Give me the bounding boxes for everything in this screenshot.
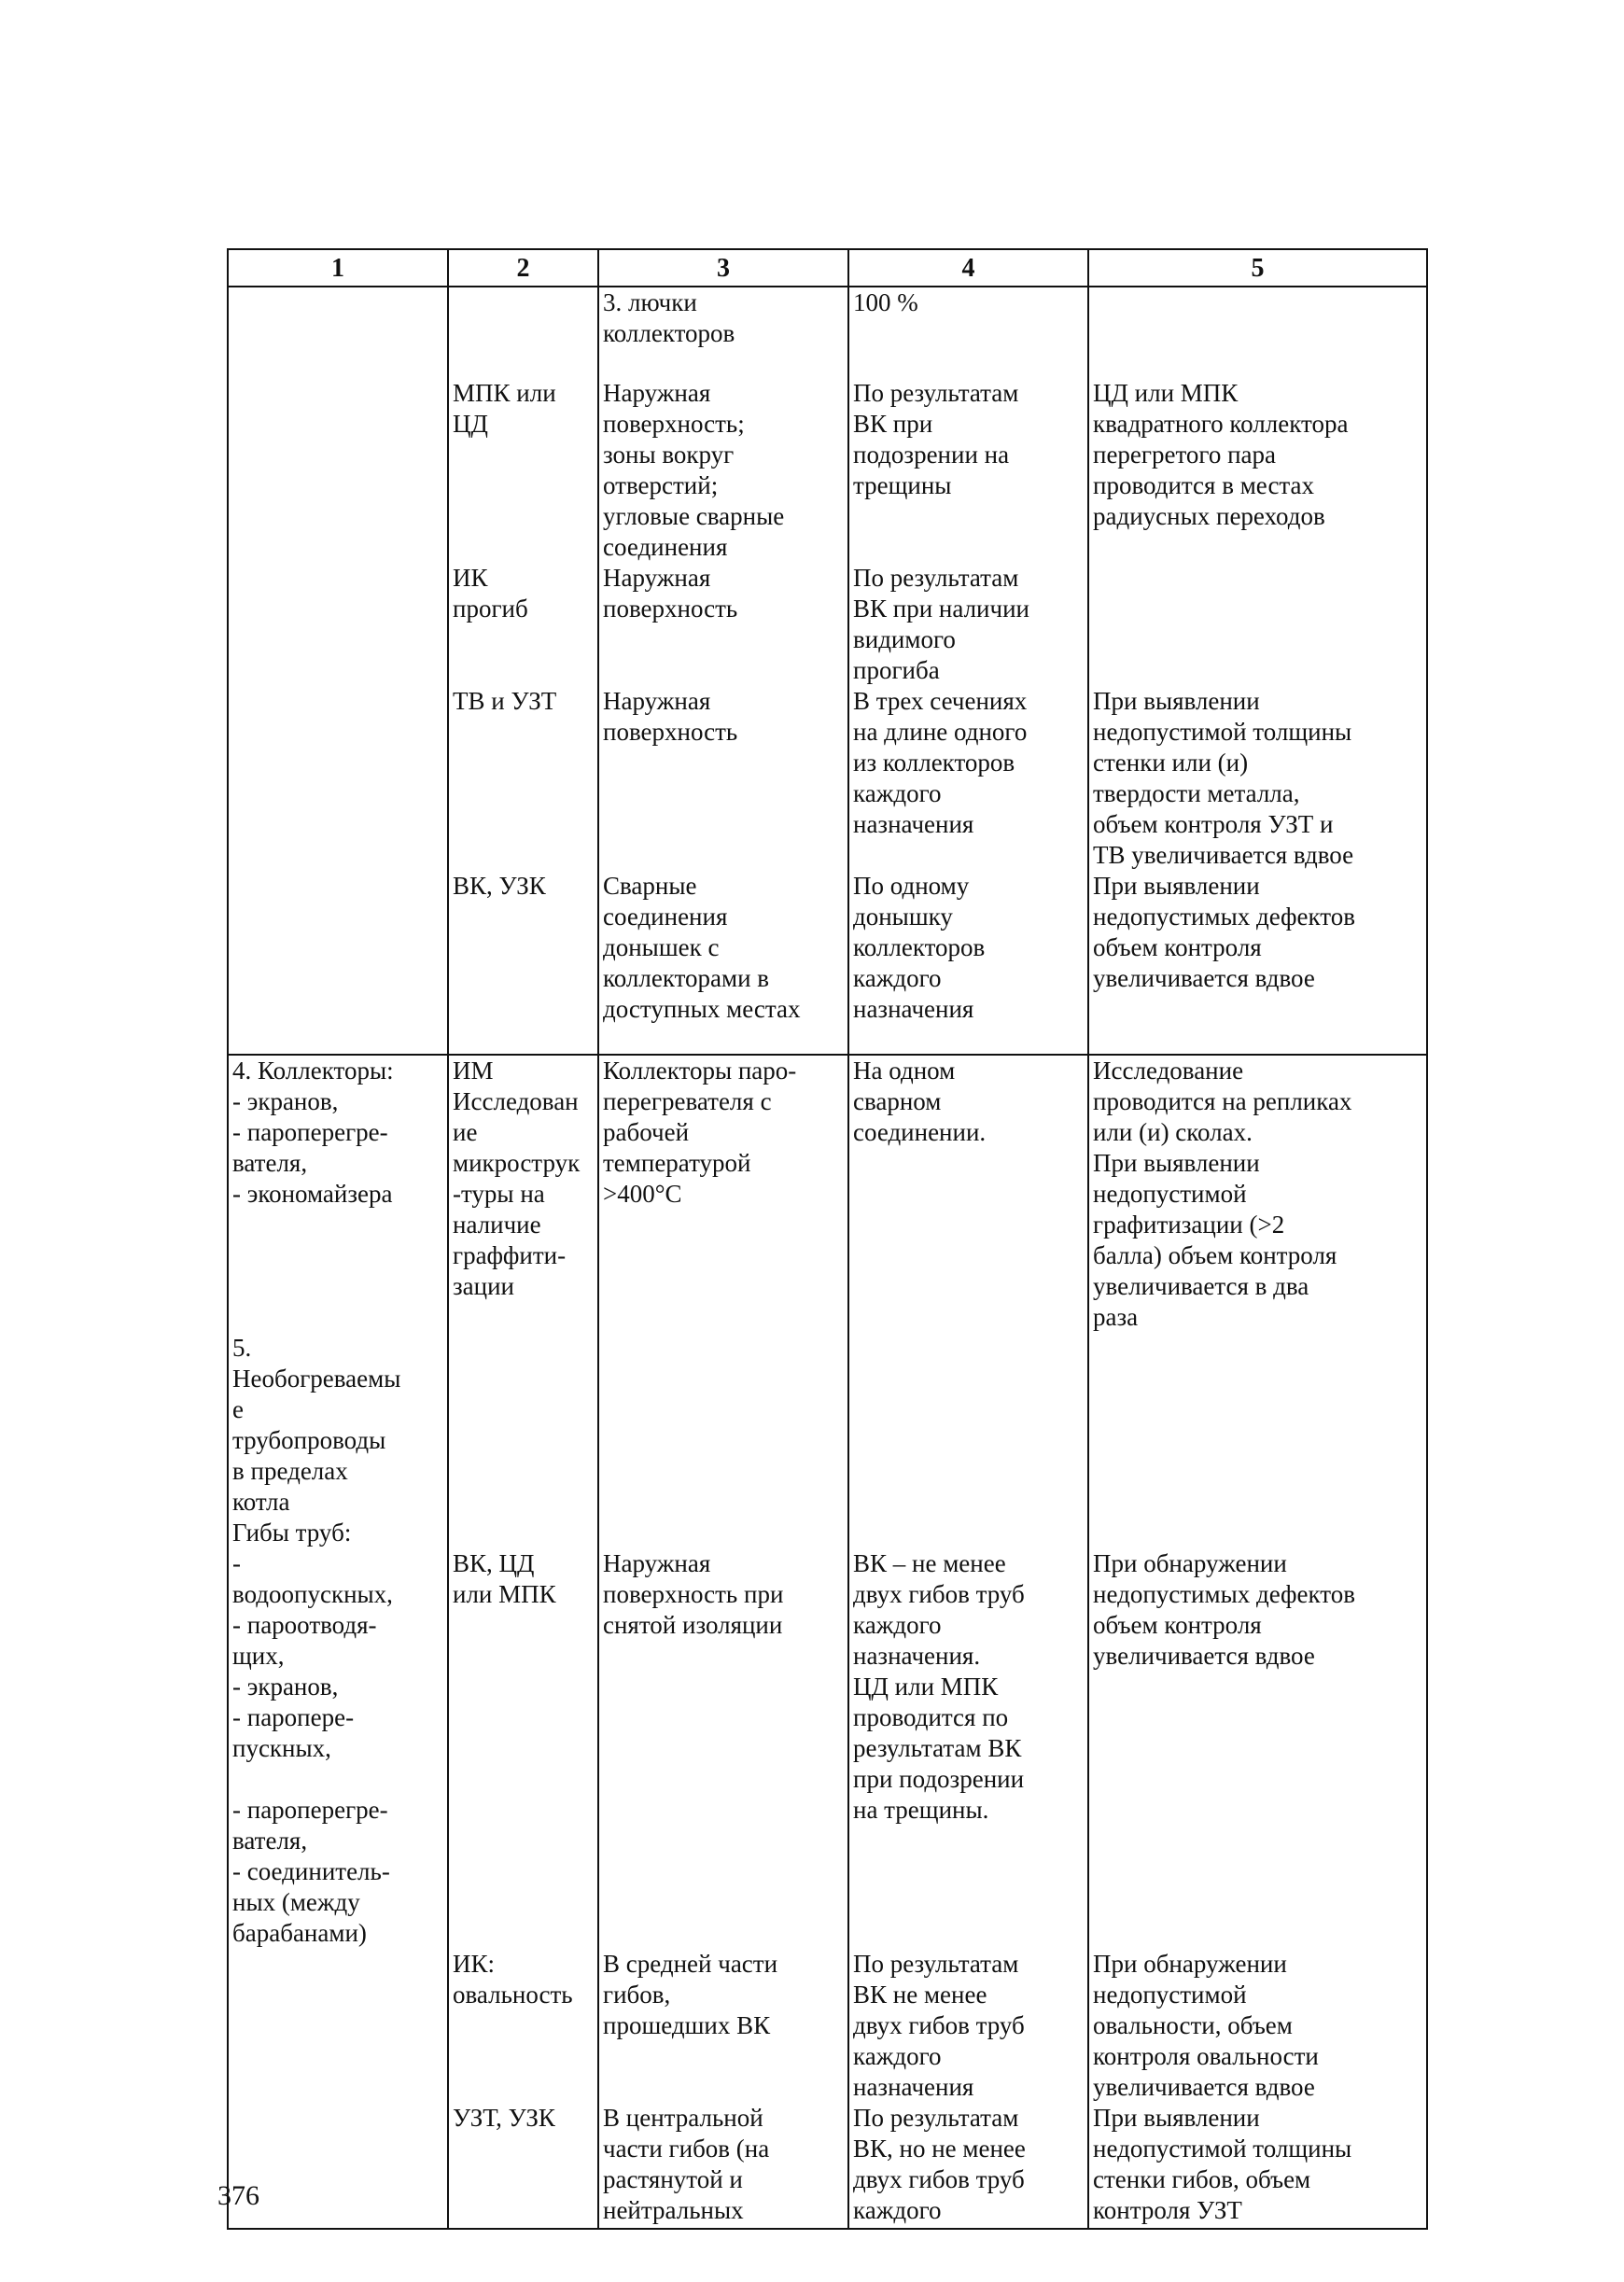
table-cell-col5: При выявлении недопустимой толщины стенки или (и) твердости металла, объем контроля УЗТ и ТВ увеличивается вдвое	[1088, 686, 1427, 871]
table-row	[228, 871, 1427, 1055]
table-cell-col3: В средней части гибов, прошедших ВК	[598, 1949, 848, 2103]
table-cell-col4: По результатам ВК при наличии видимого прогиба	[848, 563, 1088, 686]
column-header-4: 4	[848, 249, 1088, 287]
table-cell-col2: ИМ Исследован ие микрострук -туры на наличие граффити- зации	[448, 1055, 598, 1548]
table-row	[228, 686, 1427, 871]
table-cell-col2	[448, 287, 598, 378]
table-cell-col4: ВК – не менее двух гибов труб каждого назначения. ЦД или МПК проводится по результатам ВК при подозрении на трещины.	[848, 1548, 1088, 1949]
table-cell-col1	[228, 563, 448, 686]
table-cell-col5: Исследование проводится на репликах или (и) сколах. При выявлении недопустимой графитизации (>2 балла) объем контроля увеличивается в два раза	[1088, 1055, 1427, 1548]
table-cell-col1	[228, 1949, 448, 2103]
table-cell-col1	[228, 2103, 448, 2229]
table-row	[228, 563, 1427, 686]
header-row	[228, 249, 1427, 287]
table-cell-col4: По результатам ВК при подозрении на трещины	[848, 378, 1088, 563]
table-cell-col1: - водоопускных, - пароотводя- щих, - экранов, - паропере- пускных, - пароперегре- вателя, - соединитель- ных (между барабанами)	[228, 1548, 448, 1949]
table-cell-col4: 100 %	[848, 287, 1088, 378]
table-row	[228, 2103, 1427, 2229]
table-cell-col2: МПК или ЦД	[448, 378, 598, 563]
table-cell-col3: Коллекторы паро- перегревателя с рабочей температурой >400°C	[598, 1055, 848, 1548]
table-cell-col5: При обнаружении недопустимых дефектов объем контроля увеличивается вдвое	[1088, 1548, 1427, 1949]
table-cell-col3: Наружная поверхность при снятой изоляции	[598, 1548, 848, 1949]
table-cell-col2: ТВ и УЗТ	[448, 686, 598, 871]
table-cell-col4: По одному донышку коллекторов каждого назначения	[848, 871, 1088, 1055]
column-header-5: 5	[1088, 249, 1427, 287]
table-cell-col4: По результатам ВК, но не менее двух гибов труб каждого	[848, 2103, 1088, 2229]
table-cell-col4: По результатам ВК не менее двух гибов труб каждого назначения	[848, 1949, 1088, 2103]
table-cell-col5: При выявлении недопустимой толщины стенки гибов, объем контроля УЗТ	[1088, 2103, 1427, 2229]
table-cell-col2: ВК, УЗК	[448, 871, 598, 1055]
table-cell-col2: ВК, ЦД или МПК	[448, 1548, 598, 1949]
table-cell-col4: На одном сварном соединении.	[848, 1055, 1088, 1548]
table-cell-col5: При обнаружении недопустимой овальности, объем контроля овальности увеличивается вдвое	[1088, 1949, 1427, 2103]
table-row	[228, 1949, 1427, 2103]
page-number: 376	[217, 2180, 259, 2211]
table-body	[228, 287, 1427, 2229]
table-row	[228, 378, 1427, 563]
table-cell-col5: При выявлении недопустимых дефектов объем контроля увеличивается вдвое	[1088, 871, 1427, 1055]
table-cell-col3: В центральной части гибов (на растянутой и нейтральных	[598, 2103, 848, 2229]
table-cell-col1	[228, 378, 448, 563]
table-row	[228, 1548, 1427, 1949]
table-cell-col5	[1088, 563, 1427, 686]
table-cell-col1	[228, 686, 448, 871]
table-cell-col1	[228, 287, 448, 378]
table-cell-col2: ИК прогиб	[448, 563, 598, 686]
table-cell-col4: В трех сечениях на длине одного из коллекторов каждого назначения	[848, 686, 1088, 871]
column-header-3: 3	[598, 249, 848, 287]
column-header-2: 2	[448, 249, 598, 287]
table-cell-col2: ИК: овальность	[448, 1949, 598, 2103]
table-cell-col2: УЗТ, УЗК	[448, 2103, 598, 2229]
table-cell-col3: Наружная поверхность; зоны вокруг отверстий; угловые сварные соединения	[598, 378, 848, 563]
table-cell-col3: Сварные соединения донышек с коллекторами в доступных местах	[598, 871, 848, 1055]
table-row	[228, 1055, 1427, 1548]
inspection-table	[227, 248, 1428, 2230]
table-cell-col3: 3. лючки коллекторов	[598, 287, 848, 378]
table-row	[228, 287, 1427, 378]
table-cell-col1: 4. Коллекторы: - экранов, - пароперегре- вателя, - экономайзера 5. Необогреваемы е трубопроводы в пределах котла Гибы труб:	[228, 1055, 448, 1548]
table-cell-col5: ЦД или МПК квадратного коллектора перегретого пара проводится в местах радиусных переходов	[1088, 378, 1427, 563]
table-cell-col3: Наружная поверхность	[598, 563, 848, 686]
table-cell-col5	[1088, 287, 1427, 378]
table-cell-col1	[228, 871, 448, 1055]
table-cell-col3: Наружная поверхность	[598, 686, 848, 871]
column-header-1: 1	[228, 249, 448, 287]
